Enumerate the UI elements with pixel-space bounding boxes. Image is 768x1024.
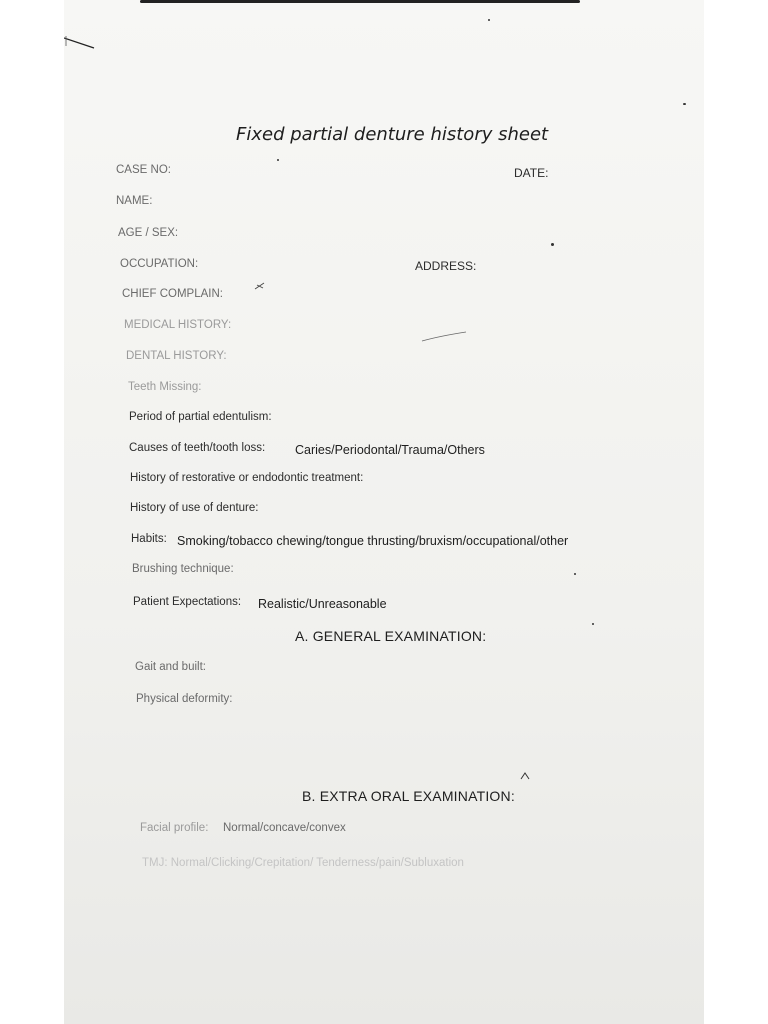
field-facial-profile-label: Facial profile: xyxy=(140,822,209,834)
scan-speck xyxy=(592,623,594,625)
field-expectations-options: Realistic/Unreasonable xyxy=(258,597,387,611)
field-tmj: TMJ: Normal/Clicking/Crepitation/ Tenderness/pain/Subluxation xyxy=(142,857,464,869)
field-physical-deformity: Physical deformity: xyxy=(136,693,233,705)
field-date: DATE: xyxy=(514,166,549,180)
field-chief-complain: CHIEF COMPLAIN: xyxy=(122,288,223,300)
field-gait-built: Gait and built: xyxy=(135,661,206,673)
field-teeth-missing: Teeth Missing: xyxy=(128,381,202,393)
field-medical-history: MEDICAL HISTORY: xyxy=(124,319,232,331)
field-restorative-history: History of restorative or endodontic treatment: xyxy=(130,472,364,484)
caret-mark xyxy=(520,772,530,780)
pen-stroke-mark xyxy=(420,330,470,344)
form-title: Fixed partial denture history sheet xyxy=(236,124,549,145)
field-expectations-label: Patient Expectations: xyxy=(133,596,242,608)
field-habits-options: Smoking/tobacco chewing/tongue thrusting/bruxism/occupational/other xyxy=(177,534,569,548)
scan-speck xyxy=(551,243,554,246)
scan-speck xyxy=(683,103,686,105)
field-habits-label: Habits: xyxy=(131,533,167,545)
field-denture-history: History of use of denture: xyxy=(130,502,259,514)
pen-scribble-mark xyxy=(254,280,266,292)
field-causes-options: Caries/Periodontal/Trauma/Others xyxy=(295,443,485,457)
scan-speck xyxy=(277,159,279,161)
section-a-heading: A. GENERAL EXAMINATION: xyxy=(295,628,487,644)
section-b-heading: B. EXTRA ORAL EXAMINATION: xyxy=(302,788,515,804)
field-name: NAME: xyxy=(116,195,153,207)
field-address: ADDRESS: xyxy=(415,259,477,273)
field-case-no: CASE NO: xyxy=(116,164,171,176)
field-brushing: Brushing technique: xyxy=(132,563,234,575)
field-occupation: OCCUPATION: xyxy=(120,258,199,270)
field-causes-label: Causes of teeth/tooth loss: xyxy=(129,442,266,454)
field-period-edentulism: Period of partial edentulism: xyxy=(129,411,272,423)
corner-fold-mark xyxy=(64,36,96,52)
field-dental-history: DENTAL HISTORY: xyxy=(126,350,227,362)
scan-speck xyxy=(574,573,576,575)
field-facial-profile-options: Normal/concave/convex xyxy=(223,822,346,834)
paper-top-edge xyxy=(140,0,580,3)
field-age-sex: AGE / SEX: xyxy=(118,227,179,239)
scan-speck xyxy=(488,19,490,21)
